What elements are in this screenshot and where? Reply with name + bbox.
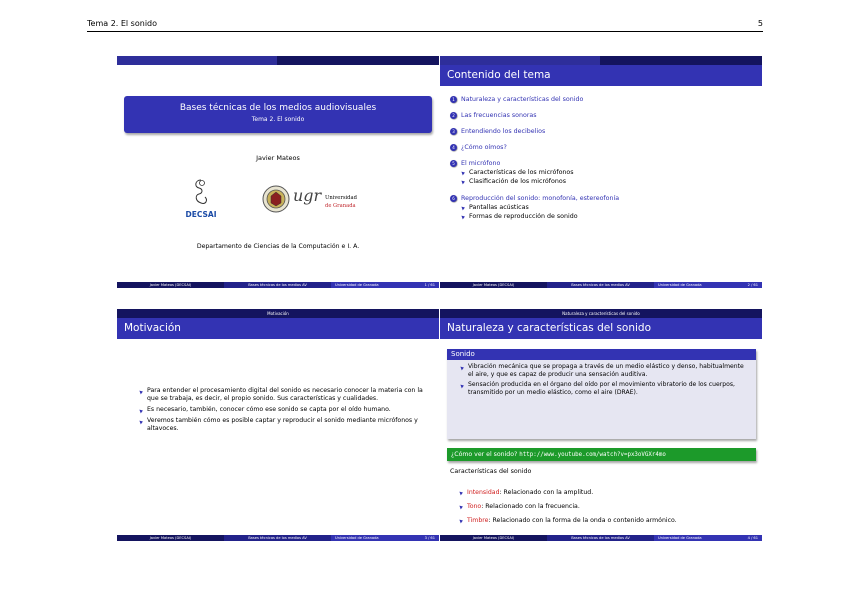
list-item — [460, 500, 750, 514]
footer-author: Javier Mateos (DECSAI) — [117, 535, 224, 541]
decsai-figure-icon — [181, 176, 221, 210]
slide-footer — [440, 535, 762, 541]
bullet-triangle-icon — [139, 409, 143, 414]
presentation-subtitle: Tema 2. El sonido — [251, 116, 305, 123]
ugr-logo — [261, 184, 381, 224]
toc-subitem[interactable] — [462, 203, 619, 212]
term-description: : Relacionado con la frecuencia. — [481, 503, 580, 510]
footer-author: Javier Mateos (DECSAI) — [440, 535, 547, 541]
toc-number-icon: 5 — [450, 160, 457, 167]
list-item-text: Para entender el procesamiento digital del sonido es necesario conocer la materia con la que se trabaja, es decir, el propio sonido. Sus características y cualidades. — [147, 387, 423, 402]
section-nav-label[interactable]: Naturaleza y características del sonido — [562, 311, 640, 316]
page-header-title: Tema 2. El sonido — [87, 19, 158, 28]
bullet-triangle-icon — [459, 491, 463, 496]
decsai-logo-text: DECSAI — [185, 210, 217, 219]
list-item — [460, 486, 750, 500]
section-nav-label[interactable]: Motivación — [267, 311, 289, 316]
slide-footer — [440, 282, 762, 288]
toc-number-icon: 2 — [450, 112, 457, 119]
toc-subitem[interactable] — [462, 212, 619, 221]
footer-course: Bases técnicas de los medios AV — [547, 282, 654, 288]
video-question: ¿Cómo ver el sonido? — [451, 451, 518, 458]
bullet-triangle-icon — [461, 170, 465, 175]
toc-label[interactable]: Entendiendo los decibelios — [461, 128, 546, 135]
toc-number-icon: 1 — [450, 96, 457, 103]
toc-item[interactable] — [450, 195, 755, 221]
footer-page: 3 / 61 — [424, 536, 435, 540]
page-number: 5 — [757, 19, 763, 28]
toc-label[interactable]: Naturaleza y características del sonido — [461, 96, 584, 103]
list-item — [140, 406, 425, 414]
toc-label[interactable]: Reproducción del sonido: monofonía, estereofonía — [461, 195, 620, 202]
presentation-author: Javier Mateos — [256, 154, 300, 162]
definition-block-title: Sonido — [447, 349, 756, 360]
footer-author: Javier Mateos (DECSAI) — [440, 282, 547, 288]
footer-university: Universidad de Granada — [658, 536, 702, 540]
slide-topbar — [117, 309, 439, 318]
characteristics-title: Características del sonido — [450, 468, 532, 475]
toc-number-icon: 3 — [450, 128, 457, 135]
footer-page: 2 / 61 — [747, 283, 758, 287]
slide-topbar — [117, 56, 439, 65]
table-of-contents — [450, 96, 755, 230]
toc-subitem[interactable] — [462, 177, 574, 186]
toc-item[interactable] — [450, 144, 755, 151]
definition-block — [447, 349, 756, 439]
bullet-triangle-icon — [459, 505, 463, 510]
slide-3-motivation — [117, 309, 439, 541]
footer-university: Universidad de Granada — [335, 283, 379, 287]
term-label: Tono — [467, 503, 482, 510]
bullet-triangle-icon — [460, 383, 464, 388]
toc-subitem-label[interactable]: Características de los micrófonos — [469, 169, 574, 176]
ugr-univ-line2: de Granada — [325, 203, 356, 209]
toc-item[interactable] — [450, 96, 755, 103]
footer-page: 4 / 61 — [747, 536, 758, 540]
slide-title: Contenido del tema — [440, 65, 762, 86]
page-header — [87, 19, 763, 32]
list-item-text: Veremos también cómo es posible captar y reproducir el sonido mediante micrófonos y altavoces. — [147, 417, 418, 432]
toc-item[interactable] — [450, 128, 755, 135]
footer-course: Bases técnicas de los medios AV — [547, 535, 654, 541]
bullet-triangle-icon — [461, 179, 465, 184]
bullet-triangle-icon — [460, 365, 464, 370]
list-item — [461, 381, 750, 396]
toc-label[interactable]: ¿Cómo oímos? — [461, 144, 507, 151]
video-url-link[interactable]: http://www.youtube.com/watch?v=px3oVGXr4mo — [519, 452, 666, 458]
decsai-logo — [181, 176, 221, 226]
slide-2-contents — [440, 56, 762, 288]
term-description: : Relacionado con la amplitud. — [499, 489, 594, 496]
department-name: Departamento de Ciencias de la Computación e I. A. — [196, 243, 360, 250]
toc-label[interactable]: El micrófono — [461, 160, 501, 167]
video-link-box — [447, 448, 756, 461]
ugr-crest-icon — [261, 184, 291, 214]
list-item — [461, 363, 750, 378]
footer-university: Universidad de Granada — [658, 283, 702, 287]
toc-label[interactable]: Las frecuencias sonoras — [461, 112, 537, 119]
bullet-triangle-icon — [461, 205, 465, 210]
toc-subitem-label[interactable]: Formas de reproducción de sonido — [469, 213, 578, 220]
list-item — [140, 387, 425, 403]
toc-number-icon: 6 — [450, 195, 457, 202]
slide-footer — [117, 535, 439, 541]
presentation-title: Bases técnicas de los medios audiovisuales — [179, 103, 377, 113]
slide-topbar — [440, 56, 762, 65]
footer-course: Bases técnicas de los medios AV — [224, 535, 331, 541]
term-label: Intensidad — [467, 489, 500, 496]
footer-author: Javier Mateos (DECSAI) — [117, 282, 224, 288]
list-item — [460, 514, 750, 528]
toc-subitem[interactable] — [462, 168, 574, 177]
toc-item[interactable] — [450, 112, 755, 119]
slide-topbar — [440, 309, 762, 318]
ugr-logo-text: ugr — [293, 186, 322, 205]
bullet-triangle-icon — [139, 390, 143, 395]
footer-university: Universidad de Granada — [335, 536, 379, 540]
term-description: : Relacionado con la forma de la onda o contenido armónico. — [488, 517, 677, 524]
characteristics-list — [460, 486, 750, 528]
ugr-university-name — [325, 194, 357, 210]
toc-item[interactable] — [450, 160, 755, 186]
list-item-text: Sensación producida en el órgano del oído por el movimiento vibratorio de los cuerpos, transmitido por un medio elástico, como el aire (DRAE). — [468, 381, 735, 396]
bullet-triangle-icon — [461, 214, 465, 219]
list-item-text: Es necesario, también, conocer cómo ese sonido se capta por el oído humano. — [147, 406, 391, 413]
ugr-univ-line1: Universidad — [325, 195, 357, 201]
slide-4-nature — [440, 309, 762, 541]
toc-subitem-label[interactable]: Pantallas acústicas — [469, 204, 529, 211]
list-item — [140, 417, 425, 433]
motivation-list — [140, 387, 425, 436]
slide-title: Motivación — [117, 318, 439, 339]
footer-page: 1 / 61 — [424, 283, 435, 287]
toc-subitem-label[interactable]: Clasificación de los micrófonos — [469, 178, 566, 185]
bullet-triangle-icon — [139, 420, 143, 425]
footer-course: Bases técnicas de los medios AV — [224, 282, 331, 288]
slide-title: Naturaleza y características del sonido — [440, 318, 762, 339]
slide-1-title — [117, 56, 439, 288]
toc-number-icon: 4 — [450, 144, 457, 151]
term-label: Timbre — [467, 517, 489, 524]
list-item-text: Vibración mecánica que se propaga a través de un medio elástico y denso, habitualmente el aire, y que es capaz de producir una sensación auditiva. — [468, 363, 744, 378]
bullet-triangle-icon — [459, 519, 463, 524]
slide-footer — [117, 282, 439, 288]
presentation-title-box — [124, 96, 432, 133]
